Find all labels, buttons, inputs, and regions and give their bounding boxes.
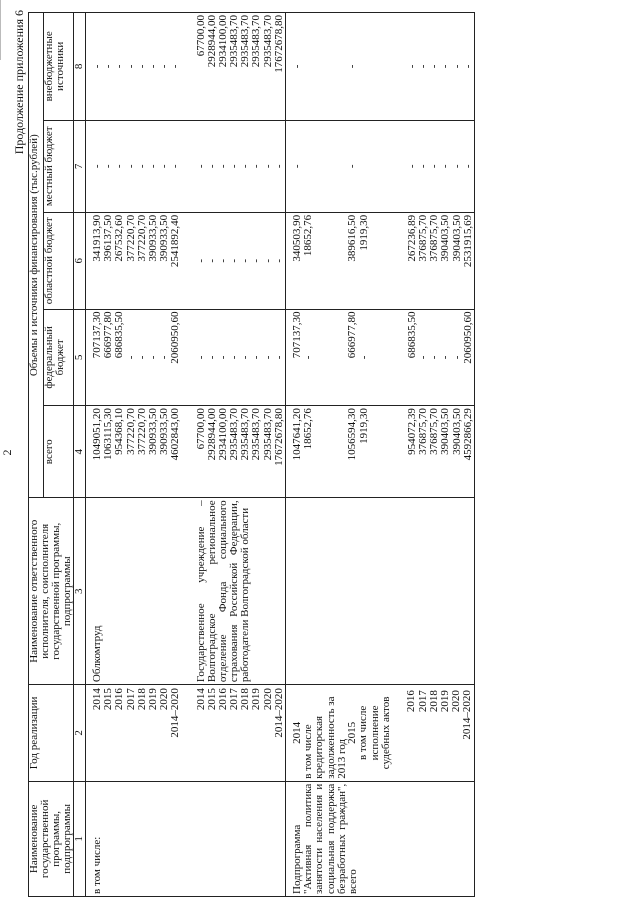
total-value: 1049051,20: [91, 408, 103, 461]
total-value: 2935483,70: [239, 408, 252, 461]
colnum-2: 2: [74, 685, 86, 782]
extrabudget-value: -: [405, 64, 418, 69]
regional-value: 1919,30: [357, 214, 370, 251]
extrabudget-value: 2935483,70: [250, 15, 263, 68]
local-value: -: [135, 164, 148, 169]
year-value: 2014–2020: [272, 688, 285, 738]
federal-list: [182, 309, 286, 406]
year-value: 2020: [158, 688, 171, 711]
year-value: 2017: [228, 688, 241, 711]
regional-value: 376875,70: [428, 214, 441, 262]
federal-value: -: [416, 355, 429, 360]
executor-cell: Облкомтруд: [86, 498, 182, 685]
extrabudget-list: [182, 13, 286, 121]
extrabudget-value: 67700,00: [194, 15, 207, 57]
regional-value: 390933,50: [158, 214, 171, 262]
colnum-3: 3: [74, 498, 86, 685]
extrabudget-value: -: [158, 64, 171, 69]
local-value: -: [291, 164, 303, 169]
local-value: -: [113, 164, 126, 169]
total-value: 954072,39: [405, 408, 418, 455]
header-program: Наименование государственной программы, подпрограммы: [29, 781, 74, 896]
federal-value: -: [302, 355, 315, 360]
total-value: 376875,70: [416, 408, 429, 455]
total-value: 18652,76: [302, 408, 315, 450]
local-value: -: [261, 164, 274, 169]
year-value: 2018: [135, 688, 148, 711]
subprogram-cell: Подпрограмма "Активная политика занятости населения и социальная поддержка безработных граждан", всего: [286, 781, 475, 896]
total-value: 2935483,70: [250, 408, 263, 461]
total-value: 1919,30: [357, 408, 370, 444]
extrabudget-value: -: [461, 64, 474, 69]
year-value: 2014–2020: [461, 690, 474, 740]
federal-value: -: [439, 355, 452, 360]
total-value: 17672678,80: [272, 408, 285, 466]
colnum-7: 7: [74, 120, 86, 212]
year-value: 2018: [427, 690, 440, 713]
executor-cell: Государственное учреждение – Волгоградское региональное отделение Фонда социального страхования Российской Федерации, работодатели Волгоградской области: [182, 498, 286, 685]
federal-value: -: [135, 355, 148, 360]
federal-value: 707137,30: [291, 311, 303, 359]
header-funding-group: Объемы и источники финансирования (тыс.рублей): [29, 13, 44, 498]
federal-value: 666977,80: [346, 311, 359, 359]
federal-value: -: [428, 355, 441, 360]
local-value: -: [346, 164, 359, 169]
local-value: -: [205, 164, 218, 169]
federal-value: -: [450, 355, 463, 360]
extrabudget-value: -: [416, 64, 429, 69]
total-value: 376875,70: [428, 408, 441, 455]
regional-list: [182, 212, 286, 309]
regional-list: [286, 212, 475, 309]
year-value: 2018: [239, 688, 252, 711]
federal-value: -: [205, 355, 218, 360]
total-value: 2935483,70: [228, 408, 241, 461]
table-row: [86, 13, 182, 897]
federal-value: -: [216, 355, 229, 360]
scan-edge-line: [0, 0, 1, 60]
federal-value: 2060950,60: [169, 311, 182, 364]
local-value: -: [239, 164, 252, 169]
extrabudget-list: [86, 13, 182, 121]
extrabudget-value: -: [124, 64, 137, 69]
regional-value: 389616,50: [346, 214, 359, 262]
year-value: 2016: [113, 688, 126, 711]
regional-value: -: [216, 258, 229, 263]
extrabudget-value: 2935483,70: [228, 15, 241, 68]
regional-value: 396137,50: [102, 214, 115, 262]
header-extrabudget: внебюджетные источники: [44, 13, 74, 121]
local-value: -: [216, 164, 229, 169]
local-value: -: [158, 164, 171, 169]
extrabudget-value: -: [346, 64, 359, 69]
total-value: 2935483,70: [261, 408, 274, 461]
regional-value: 267532,60: [113, 214, 126, 262]
header-regional: областной бюджет: [44, 212, 74, 309]
regional-value: -: [228, 258, 241, 263]
year-value: 2016: [216, 688, 229, 711]
total-value: 1047641,20: [291, 408, 303, 461]
total-value: 4592866,29: [461, 408, 474, 461]
regional-value: 390403,50: [450, 214, 463, 262]
regional-value: 390933,50: [146, 214, 159, 262]
extrabudget-value: -: [113, 64, 126, 69]
year-value: 2019: [250, 688, 263, 711]
federal-value: -: [228, 355, 241, 360]
program-cell: [182, 781, 286, 896]
extrabudget-value: [303, 15, 314, 118]
local-value: -: [405, 164, 418, 169]
extrabudget-value: 2934100,00: [216, 15, 229, 68]
local-list: [286, 120, 475, 212]
extrabudget-list: [286, 13, 475, 121]
regional-value: -: [272, 258, 285, 263]
table-row: [182, 13, 286, 897]
local-list: [182, 120, 286, 212]
total-value: 390403,50: [439, 408, 452, 455]
local-value: -: [272, 164, 285, 169]
court-note: в том числе исполнение судебных актов: [357, 696, 392, 770]
header-executor: Наименование ответственного исполнителя, соисполнителя государственной программы, подпрограммы: [29, 498, 74, 685]
year-value: 2017: [416, 690, 429, 713]
continuation-label: Продолжение приложения 6: [12, 10, 26, 155]
local-value: -: [124, 164, 137, 169]
colnum-5: 5: [74, 309, 86, 406]
regional-value: 390403,50: [439, 214, 452, 262]
header-local: местный бюджет: [44, 120, 74, 212]
header-federal: федеральный бюджет: [44, 309, 74, 406]
total-value: 377220,70: [135, 408, 148, 455]
extrabudget-value: -: [146, 64, 159, 69]
year-value: 2019: [438, 690, 451, 713]
year-list: [86, 685, 182, 782]
regional-value: 377220,70: [135, 214, 148, 262]
extrabudget-value: 2935483,70: [239, 15, 252, 68]
page-number: 2: [0, 449, 14, 456]
year-value: 2015: [205, 688, 218, 711]
header-total: всего: [44, 406, 74, 498]
year-value: 2014: [91, 688, 103, 711]
local-value: [303, 123, 314, 210]
total-value: 390403,50: [450, 408, 463, 455]
program-cell: в том числе:: [86, 781, 182, 896]
local-value: -: [146, 164, 159, 169]
year-value: 2016: [405, 690, 418, 713]
extrabudget-value: -: [450, 64, 463, 69]
regional-value: -: [261, 258, 274, 263]
federal-value: -: [124, 355, 137, 360]
year-value: 2017: [124, 688, 137, 711]
local-value: [359, 123, 370, 210]
total-list: [182, 406, 286, 498]
colnum-1: 1: [74, 781, 86, 896]
year-list: [182, 685, 286, 782]
regional-value: -: [250, 258, 263, 263]
total-value: 390933,50: [158, 408, 171, 455]
year-value: 2014–2020: [169, 688, 182, 738]
local-list: [86, 120, 182, 212]
extrabudget-value: -: [439, 64, 452, 69]
regional-value: 267236,89: [405, 214, 418, 262]
local-value: -: [416, 164, 429, 169]
regional-value: 376875,70: [416, 214, 429, 262]
regional-value: 2531915,69: [461, 214, 474, 268]
federal-value: -: [357, 355, 370, 360]
colnum-4: 4: [74, 406, 86, 498]
federal-value: -: [146, 355, 159, 360]
federal-value: 707137,30: [91, 311, 103, 359]
year-value: 2015: [346, 721, 359, 744]
funding-table: [28, 12, 475, 897]
total-value: 1056594,30: [346, 408, 359, 461]
regional-value: -: [205, 258, 218, 263]
header-year: Год реализации: [29, 685, 74, 782]
local-value: -: [194, 164, 207, 169]
local-value: -: [250, 164, 263, 169]
total-value: 67700,00: [194, 408, 207, 450]
regional-list: [86, 212, 182, 309]
year-value: 2015: [102, 688, 115, 711]
local-value: -: [91, 164, 103, 169]
total-list: [86, 406, 182, 498]
regional-value: 18652,76: [302, 214, 315, 257]
local-value: -: [102, 164, 115, 169]
total-value: 4602843,00: [169, 408, 182, 461]
regional-value: -: [194, 258, 207, 263]
extrabudget-value: 2935483,70: [261, 15, 274, 68]
extrabudget-value: -: [102, 64, 115, 69]
federal-value: -: [158, 355, 171, 360]
federal-value: -: [272, 355, 285, 360]
regional-value: 377220,70: [124, 214, 137, 262]
federal-list: [86, 309, 182, 406]
total-list: [286, 406, 475, 498]
local-value: -: [450, 164, 463, 169]
regional-value: -: [239, 258, 252, 263]
extrabudget-value: -: [91, 64, 103, 69]
regional-value: 340503,90: [291, 214, 303, 262]
federal-value: 2060950,60: [461, 311, 474, 364]
federal-list: [286, 309, 475, 406]
table-row: [286, 13, 475, 897]
extrabudget-value: -: [135, 64, 148, 69]
extrabudget-value: 17672678,80: [272, 15, 285, 73]
year-value: 2014: [291, 721, 303, 744]
local-value: -: [439, 164, 452, 169]
year-list: [286, 685, 475, 782]
colnum-8: 8: [74, 13, 86, 121]
federal-value: -: [261, 355, 274, 360]
executor-cell: [286, 498, 475, 685]
year-value: 2020: [261, 688, 274, 711]
extrabudget-value: [359, 15, 370, 118]
total-value: 954368,10: [113, 408, 126, 455]
year-value: 2014: [194, 688, 207, 711]
federal-value: -: [239, 355, 252, 360]
federal-value: 686835,50: [113, 311, 126, 359]
total-value: 390933,50: [146, 408, 159, 455]
local-value: -: [428, 164, 441, 169]
regional-value: 2541892,40: [169, 214, 182, 268]
federal-value: -: [250, 355, 263, 360]
regional-value: 341913,90: [91, 214, 103, 262]
debt-note: в том числе кредиторская задолженность за 2013 год: [302, 696, 348, 779]
total-value: 1063115,30: [102, 408, 115, 461]
extrabudget-value: -: [428, 64, 441, 69]
federal-value: -: [194, 355, 207, 360]
extrabudget-value: -: [169, 64, 182, 69]
local-value: -: [169, 164, 182, 169]
total-value: 2928944,00: [205, 408, 218, 461]
total-value: 377220,70: [124, 408, 137, 455]
federal-value: 686835,50: [405, 311, 418, 359]
local-value: -: [461, 164, 474, 169]
extrabudget-value: -: [291, 64, 303, 69]
extrabudget-value: 2928944,00: [205, 15, 218, 68]
total-value: 2934100,00: [216, 408, 229, 461]
year-value: 2019: [146, 688, 159, 711]
year-value: 2020: [450, 690, 463, 713]
local-value: -: [228, 164, 241, 169]
colnum-6: 6: [74, 212, 86, 309]
federal-value: 666977,80: [102, 311, 115, 359]
